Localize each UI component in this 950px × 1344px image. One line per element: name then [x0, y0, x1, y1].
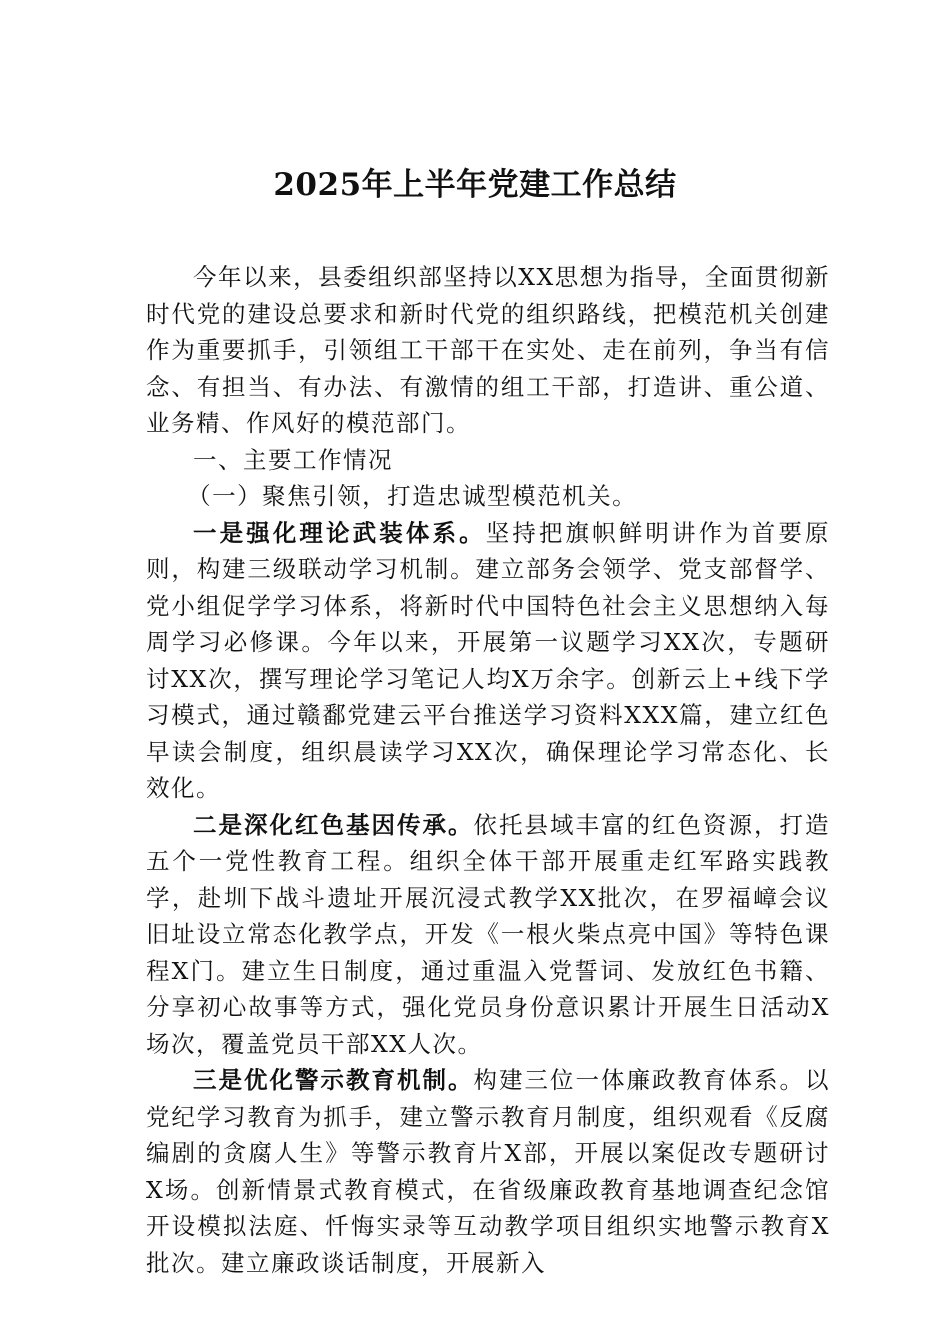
paragraph-lead: 一是强化理论武装体系。: [193, 518, 486, 547]
paragraph-theory: [146, 515, 830, 807]
subsection-heading: （一）聚焦引领，打造忠诚型模范机关。: [187, 482, 638, 510]
paragraph-warning-education: [146, 1062, 830, 1281]
paragraph-text: 坚持把旗帜鲜明讲作为首要原则，构建三级联动学习机制。建立部务会领学、党支部督学、党小组促学学习体系，将新时代中国特色社会主义思想纳入每周学习必修课。今年以来，开展第一议题学习XX次，专题研讨XX次，撰写理论学习笔记人均X万余字。创新云上+线下学习模式，通过赣鄱党建云平台推送学习资料XXX篇，建立红色早读会制度，组织晨读学习XX次，确保理论学习常态化、长效化。: [146, 518, 831, 802]
document-title: 2025年上半年党建工作总结: [273, 167, 677, 203]
intro-paragraph: 今年以来，县委组织部坚持以XX思想为指导，全面贯彻新时代党的建设总要求和新时代党的组织路线，把模范机关创建作为重要抓手，引领组工干部干在实处、走在前列，争当有信念、有担当、有办法、有激情的组工干部，打造讲、重公道、业务精、作风好的模范部门。: [146, 263, 830, 437]
paragraph-text: 构建三位一体廉政教育体系。以党纪学习教育为抓手，建立警示教育月制度，组织观看《反腐编剧的贪腐人生》等警示教育片X部，开展以案促改专题研讨X场。创新情景式教育模式，在省级廉政教育基地调查纪念馆开设模拟法庭、忏悔实录等互动教学项目组织实地警示教育X批次。建立廉政谈话制度，开展新入: [146, 1066, 830, 1277]
paragraph-text: 依托县域丰富的红色资源，打造五个一党性教育工程。组织全体干部开展重走红军路实践教学，赴圳下战斗遗址开展沉浸式教学XX批次，在罗福嶂会议旧址设立常态化教学点，开发《一根火柴点亮中国》等特色课程X门。建立生日制度，通过重温入党誓词、发放红色书籍、分享初心故事等方式，强化党员身份意识累计开展生日活动X场次，覆盖党员干部XX人次。: [146, 810, 830, 1058]
document-body: [146, 259, 830, 1281]
paragraph-lead: 三是优化警示教育机制。: [193, 1066, 474, 1094]
section-heading: 一、主要工作情况: [193, 445, 393, 474]
paragraph-red-gene: [146, 807, 830, 1063]
paragraph-lead: 二是深化红色基因传承。: [193, 810, 474, 839]
